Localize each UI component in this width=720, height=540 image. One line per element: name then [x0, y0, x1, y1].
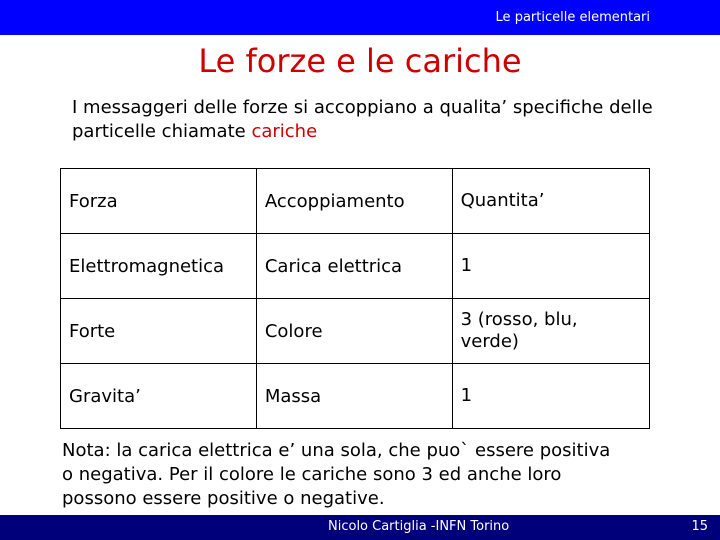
header-text: Le particelle elementari: [495, 10, 650, 25]
table-row: [61, 169, 650, 234]
table-cell: Carica elettrica: [256, 234, 452, 299]
table-cell: Accoppiamento: [256, 169, 452, 234]
note-paragraph: Nota: la carica elettrica e’ una sola, che puo` essere positiva o negativa. Per il colore le cariche sono 3 ed anche loro possono essere positive o negative.: [62, 440, 611, 509]
table-cell: 1: [452, 234, 649, 299]
footer-text: Nicolo Cartiglia -INFN Torino: [328, 519, 510, 534]
table-cell: Forza: [61, 169, 257, 234]
table-cell: Quantita’: [452, 169, 649, 234]
intro-text: I messaggeri delle forze si accoppiano a qualita’ specifiche delle particelle chiamate: [72, 97, 653, 142]
table-cell: Gravita’: [61, 364, 257, 429]
table-cell: 1: [452, 364, 649, 429]
forces-table: [60, 168, 650, 429]
intro-highlight: cariche: [251, 121, 318, 142]
slide-title: Le forze e le cariche: [198, 42, 522, 80]
bottom-banner: [0, 515, 720, 540]
table-cell: Elettromagnetica: [61, 234, 257, 299]
top-banner: [0, 0, 720, 35]
intro-paragraph: [72, 96, 672, 144]
table-row: [61, 299, 650, 364]
table-cell: Massa: [256, 364, 452, 429]
table-row: [61, 364, 650, 429]
table-cell: Forte: [61, 299, 257, 364]
table-row: [61, 234, 650, 299]
table-cell: 3 (rosso, blu, verde): [452, 299, 649, 364]
page-number: 15: [691, 519, 708, 534]
table-cell: Colore: [256, 299, 452, 364]
